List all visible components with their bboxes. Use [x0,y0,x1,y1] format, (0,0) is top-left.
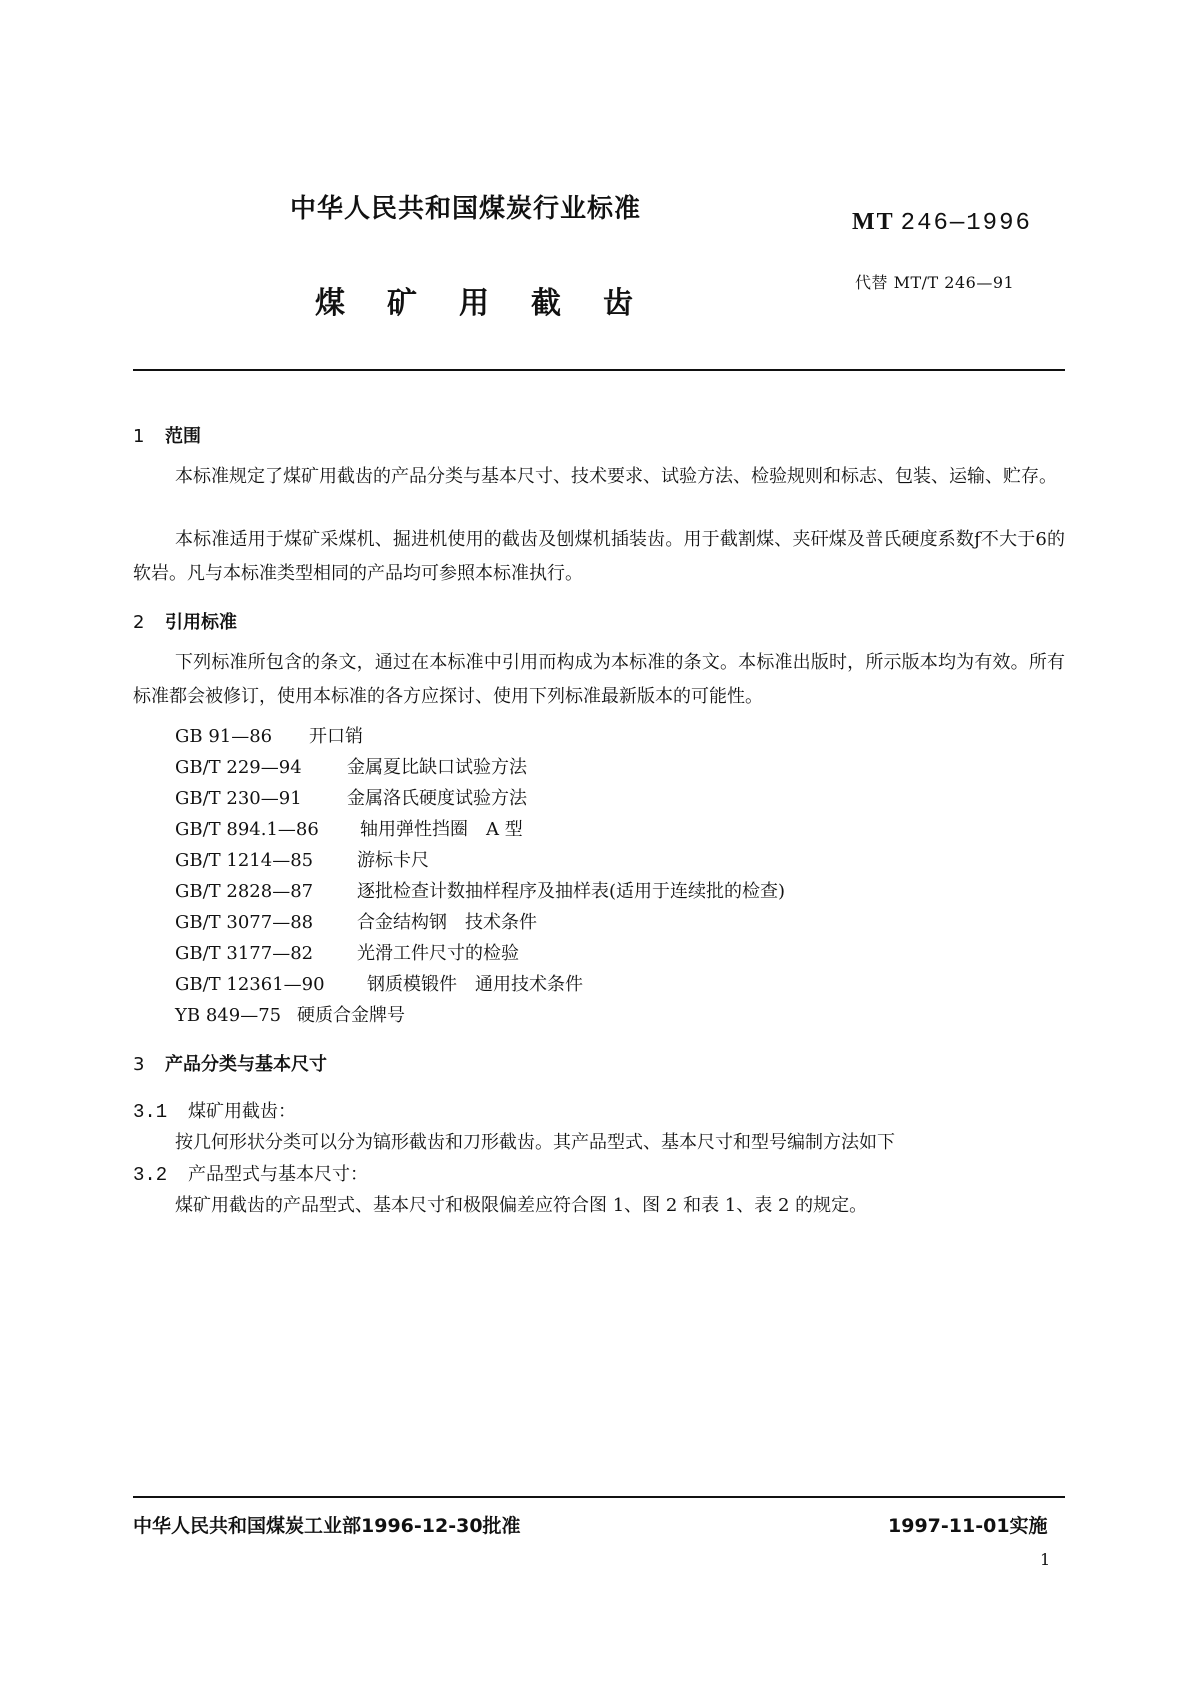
reference-title: 钢质模锻件 通用技术条件 [367,974,583,995]
section-number: 1 [133,426,145,447]
page-number: 1 [1040,1550,1051,1569]
standard-code: 246—1996 [900,210,1032,237]
section-3-heading [133,1050,327,1076]
reference-title: 光滑工件尺寸的检验 [357,943,519,964]
reference-code: GB/T 12361—90 [175,974,325,995]
reference-code: GB/T 2828—87 [175,881,314,902]
reference-code: GB/T 894.1—86 [175,819,319,840]
subsection-3-1-heading [133,1097,296,1123]
reference-code: YB 849—75 [175,1005,282,1026]
subsection-title: 煤矿用截齿： [188,1101,296,1122]
replaces-standard: 代替 MT/T 246—91 [855,273,1015,292]
standard-prefix: MT [852,209,895,235]
reference-title: 合金结构钢 技术条件 [357,912,537,933]
standard-number [852,209,1032,237]
reference-item [175,722,363,748]
approval-line: 中华人民共和国煤炭工业部1996-12-30批准 [133,1515,521,1537]
reference-item [175,1001,405,1027]
subsection-title: 产品型式与基本尺寸： [188,1164,368,1185]
reference-item [175,970,583,996]
section-1-heading [133,422,201,448]
reference-item [175,877,785,903]
section-1-paragraph-2: 本标准适用于煤矿采煤机、掘进机使用的截齿及刨煤机插装齿。用于截割煤、夹矸煤及普氏硬度系数ƒ不大于6的软岩。凡与本标准类型相同的产品均可参照本标准执行。 [133,529,1065,584]
reference-title: 金属洛氏硬度试验方法 [347,788,527,809]
section-2-heading [133,608,237,634]
section-1-paragraph-1: 本标准规定了煤矿用截齿的产品分类与基本尺寸、技术要求、试验方法、检验规则和标志、包装、运输、贮存。 [175,466,1057,487]
reference-item [175,753,527,779]
reference-item [175,815,523,841]
reference-title: 逐批检查计数抽样程序及抽样表(适用于连续批的检查) [357,881,786,902]
subsection-number: 3.1 [133,1101,168,1123]
reference-item [175,908,537,934]
document-title: 煤矿用截齿 [315,286,675,321]
reference-title: 金属夏比缺口试验方法 [347,757,527,778]
reference-code: GB 91—86 [175,726,273,747]
standard-category-title: 中华人民共和国煤炭行业标准 [290,194,642,224]
section-title: 产品分类与基本尺寸 [165,1054,327,1075]
reference-item [175,939,519,965]
footer-divider [133,1496,1065,1498]
section-2-paragraph-1: 下列标准所包含的条文，通过在本标准中引用而构成为本标准的条文。本标准出版时，所示版本均为有效。所有标准都会被修订，使用本标准的各方应探讨、使用下列标准最新版本的可能性。 [133,652,1065,707]
reference-item [175,846,429,872]
section-title: 范围 [165,426,201,447]
section-number: 2 [133,612,145,633]
reference-item [175,784,527,810]
reference-title: 硬质合金牌号 [297,1005,405,1026]
header-divider [133,369,1065,371]
reference-title: 轴用弹性挡圈 A 型 [360,819,523,840]
reference-title: 游标卡尺 [357,850,429,871]
section-number: 3 [133,1054,145,1075]
effective-date: 1997-11-01实施 [888,1515,1048,1537]
subsection-number: 3.2 [133,1164,168,1186]
reference-code: GB/T 1214—85 [175,850,314,871]
subsection-3-1-body: 按几何形状分类可以分为镐形截齿和刀形截齿。其产品型式、基本尺寸和型号编制方法如下 [175,1132,895,1153]
subsection-3-2-body: 煤矿用截齿的产品型式、基本尺寸和极限偏差应符合图 1、图 2 和表 1、表 2 的规定。 [175,1195,868,1216]
section-title: 引用标准 [165,612,237,633]
reference-code: GB/T 3077—88 [175,912,314,933]
reference-title: 开口销 [309,726,363,747]
reference-code: GB/T 229—94 [175,757,302,778]
subsection-3-2-heading [133,1160,368,1186]
reference-code: GB/T 230—91 [175,788,302,809]
reference-code: GB/T 3177—82 [175,943,314,964]
